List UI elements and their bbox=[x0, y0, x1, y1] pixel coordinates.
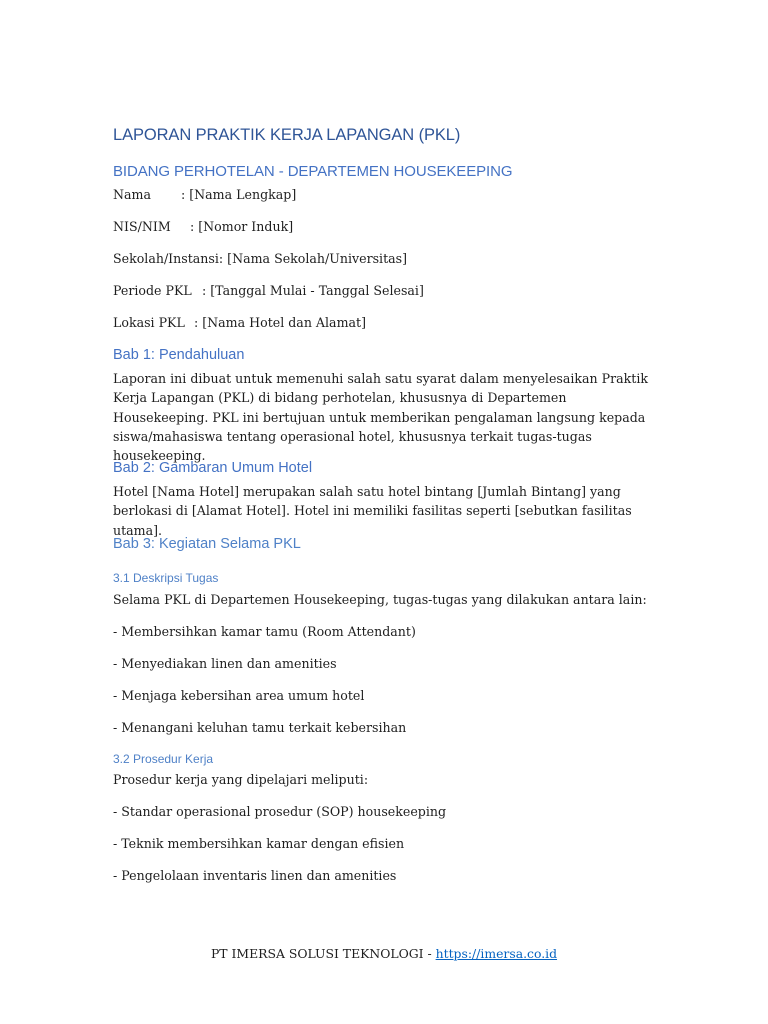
list-item: - Menyediakan linen dan amenities bbox=[113, 656, 337, 671]
list-item: - Menangani keluhan tamu terkait kebersihan bbox=[113, 720, 407, 735]
identity-label: NIS/NIM bbox=[113, 219, 171, 234]
section-3-2-intro: Prosedur kerja yang dipelajari meliputi: bbox=[113, 772, 369, 787]
identity-label: Sekolah/Instansi: bbox=[113, 251, 224, 266]
footer-company: PT IMERSA SOLUSI TEKNOLOGI - bbox=[210, 946, 436, 961]
identity-value: [Nama Sekolah/Universitas] bbox=[227, 251, 408, 266]
identity-label: Periode PKL bbox=[113, 283, 192, 298]
list-item: - Standar operasional prosedur (SOP) housekeeping bbox=[113, 804, 447, 819]
identity-sekolah bbox=[113, 249, 407, 268]
identity-periode bbox=[113, 281, 424, 300]
list-item: - Membersihkan kamar tamu (Room Attendant) bbox=[113, 624, 416, 639]
identity-value: : [Tanggal Mulai - Tanggal Selesai] bbox=[202, 283, 424, 298]
identity-label: Nama bbox=[113, 187, 151, 202]
report-title: LAPORAN PRAKTIK KERJA LAPANGAN (PKL) bbox=[113, 126, 461, 144]
list-item: - Pengelolaan inventaris linen dan amenities bbox=[113, 868, 397, 883]
section-3-2-heading: 3.2 Prosedur Kerja bbox=[113, 752, 214, 766]
bab2-heading: Bab 2: Gambaran Umum Hotel bbox=[113, 460, 313, 476]
footer-link[interactable]: https://imersa.co.id bbox=[435, 946, 558, 961]
bab2-paragraph: Hotel [Nama Hotel] merupakan salah satu hotel bintang [Jumlah Bintang] yang berlokasi di [Alamat Hotel]. Hotel ini memiliki fasilitas seperti [sebutkan fasilitas utama]. bbox=[113, 484, 632, 538]
section-3-1-heading: 3.1 Deskripsi Tugas bbox=[113, 571, 219, 585]
page-footer bbox=[0, 946, 768, 961]
bab1-heading: Bab 1: Pendahuluan bbox=[113, 347, 245, 363]
identity-nis bbox=[113, 217, 293, 236]
report-subtitle: BIDANG PERHOTELAN - DEPARTEMEN HOUSEKEEPING bbox=[113, 163, 513, 180]
identity-value: : [Nomor Induk] bbox=[190, 219, 294, 234]
identity-nama bbox=[113, 185, 296, 204]
bab3-heading: Bab 3: Kegiatan Selama PKL bbox=[113, 536, 301, 552]
list-item: - Teknik membersihkan kamar dengan efisien bbox=[113, 836, 405, 851]
identity-value: : [Nama Hotel dan Alamat] bbox=[194, 315, 366, 330]
identity-value: : [Nama Lengkap] bbox=[181, 187, 297, 202]
bab1-paragraph: Laporan ini dibuat untuk memenuhi salah satu syarat dalam menyelesaikan Praktik Kerja Lapangan (PKL) di bidang perhotelan, khususnya di Departemen Housekeeping. PKL ini bertujuan untuk memberikan pengalaman langsung kepada siswa/mahasiswa tentang operasional hotel, khususnya terkait tugas-tugas housekeeping. bbox=[113, 371, 649, 464]
list-item: - Menjaga kebersihan area umum hotel bbox=[113, 688, 365, 703]
identity-lokasi bbox=[113, 313, 366, 332]
identity-label: Lokasi PKL bbox=[113, 315, 185, 330]
section-3-1-intro: Selama PKL di Departemen Housekeeping, tugas-tugas yang dilakukan antara lain: bbox=[113, 592, 647, 607]
